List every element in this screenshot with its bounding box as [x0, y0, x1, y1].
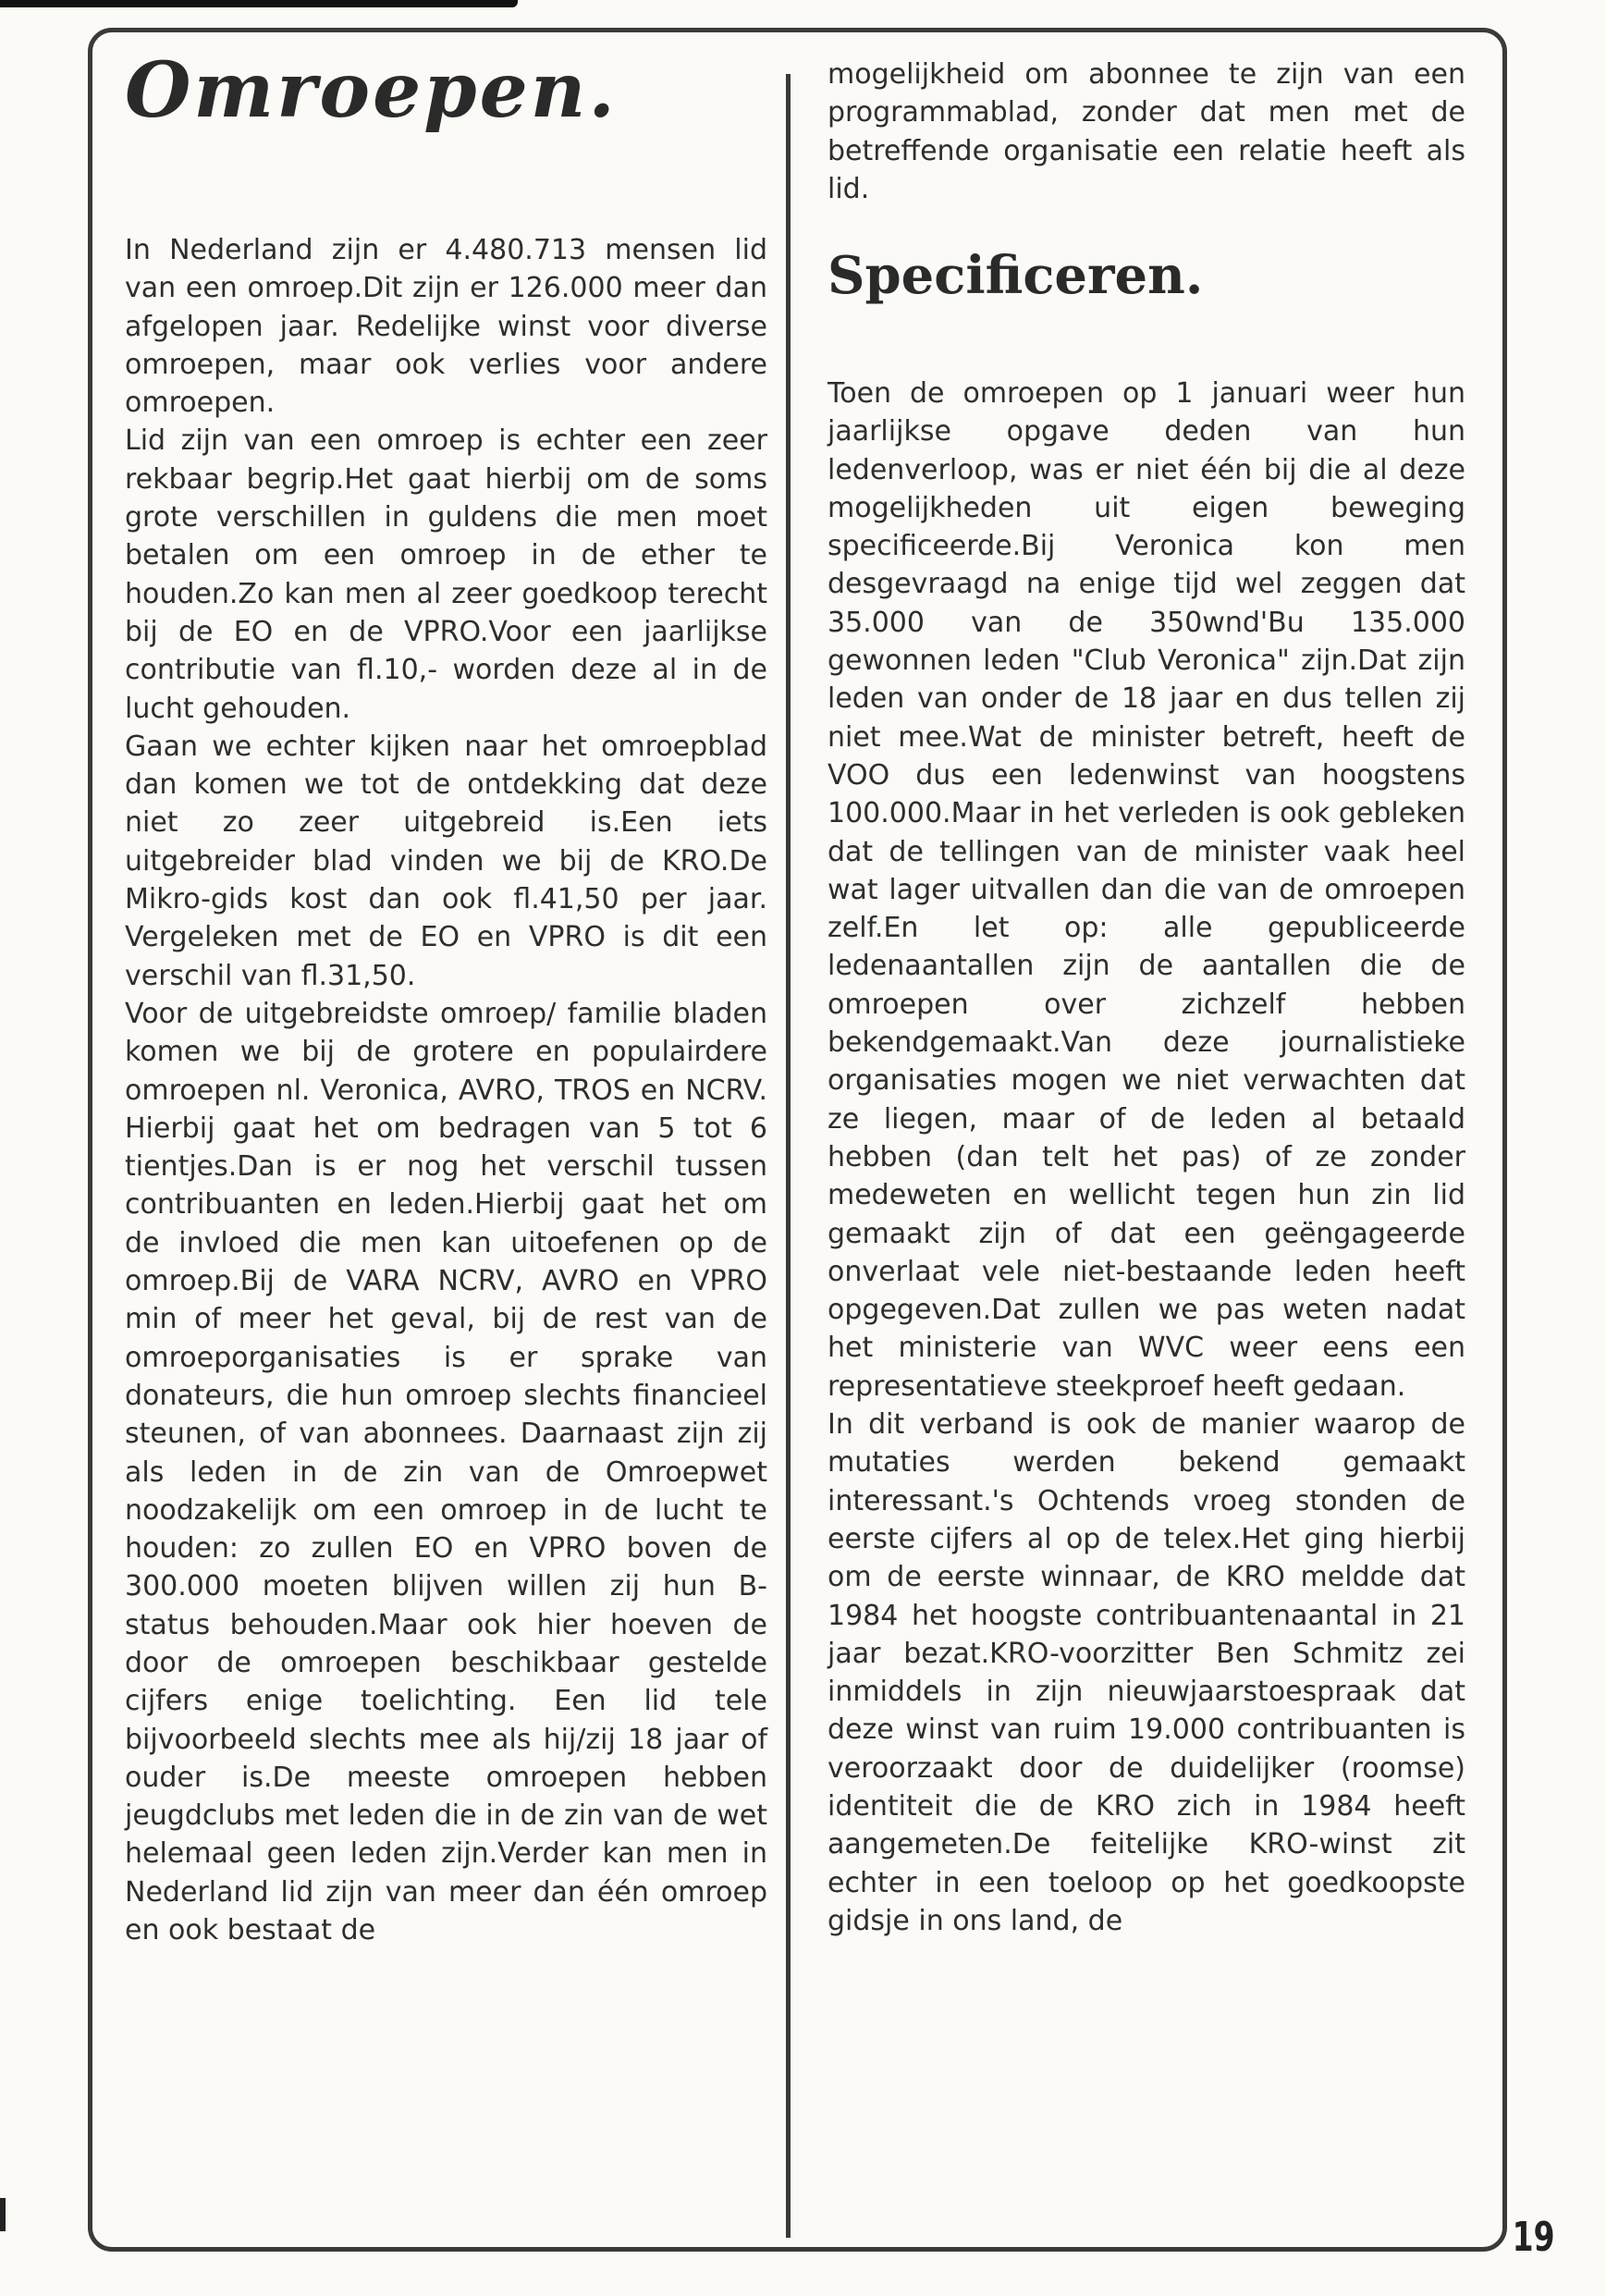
scan-edge-mark: [0, 2198, 6, 2231]
column-divider: [786, 74, 791, 2238]
paragraph: Lid zijn van een omroep is echter een zeer rekbaar begrip.Het gaat hierbij om de soms grote verschillen in guldens die men moet betalen om een omroep in de ether te houden.Zo kan men al zeer goedkoop terecht bij de EO en de VPRO.Voor een jaarlijkse contributie van fl.10,- worden deze al in de lucht gehouden.: [125, 424, 767, 725]
right-column-continuation: [828, 55, 1465, 208]
paragraph: In dit verband is ook de manier waarop de mutaties werden bekend gemaakt interessant.'s Ochtends vroeg stonden de eerste cijfers al op de telex.Het ging hierbij om de eerste winnaar, de KRO meldde dat 1984 het hoogste contribuantenaantal in 21 jaar bezat.KRO-voorzitter Ben Schmitz zei inmiddels in zijn nieuwjaarstoespraak dat deze winst van ruim 19.000 contribuanten is veroorzaakt door de duidelijker (roomse) identiteit die de KRO zich in 1984 heeft aangemeten.De feitelijke KRO-winst zit echter in een toeloop op het goedkoopste gidsje in ons land, de: [828, 1408, 1465, 1937]
scan-edge-bar: [0, 0, 518, 7]
paragraph: Toen de omroepen op 1 januari weer hun jaarlijkse opgave deden van hun ledenverloop, was er niet één bij die al deze mogelijkheden uit eigen beweging specificeerde.Bij Veronica kon men desgevraagd na enige tijd wel zeggen dat 35.000 van de 350wnd'Bu 135.000 gewonnen leden "Club Veronica" zijn.Dat zijn leden van onder de 18 jaar en dus tellen zij niet mee.Wat de minister betreft, heeft de VOO dus een ledenwinst van hoogstens 100.000.Maar in het verleden is ook gebleken dat de tellingen van de minister vaak heel wat lager uitvallen dan die van de omroepen zelf.En let op: alle gepubliceerde ledenaantallen zijn de aantallen die de omroepen over zichzelf hebben bekendgemaakt.Van deze journalistieke organisaties mogen we niet verwachten dat ze liegen, maar of de leden al betaald hebben (dan telt het pas) of ze zonder medeweten en wellicht tegen hun zin lid gemaakt zijn of dat een geëngageerde onverlaat vele niet-bestaande leden heeft opgegeven.Dat zullen we pas weten nadat het ministerie van WVC weer eens een representatieve steekproef heeft gedaan.: [828, 377, 1465, 1403]
page-number: 19: [1512, 2214, 1555, 2261]
right-column-body: [828, 374, 1465, 1940]
left-column-body: [125, 231, 767, 1949]
paragraph: In Nederland zijn er 4.480.713 mensen lid van een omroep.Dit zijn er 126.000 meer dan afgelopen jaar. Redelijke winst voor diverse omroepen, maar ook verlies voor andere omroepen.: [125, 234, 767, 420]
paragraph: Gaan we echter kijken naar het omroepblad dan komen we tot de ontdekking dat deze niet zo zeer uitgebreid is.Een iets uitgebreider blad vinden we bij de KRO.De Mikro-gids kost dan ook fl.41,50 per jaar. Vergeleken met de EO en VPRO is dit een verschil van fl.31,50.: [125, 730, 767, 992]
paragraph: Voor de uitgebreidste omroep/ familie bladen komen we bij de grotere en populairdere omroepen nl. Veronica, AVRO, TROS en NCRV. Hierbij gaat het om bedragen van 5 tot 6 tientjes.Dan is er nog het verschil tussen contribuanten en leden.Hierbij gaat het om de invloed die men kan uitoefenen op de omroep.Bij de VARA NCRV, AVRO en VPRO min of meer het geval, bij de rest van de omroeporganisaties is er sprake van donateurs, die hun omroep slechts financieel steunen, of van abonnees. Daarnaast zijn zij als leden in de zin van de Omroepwet noodzakelijk om een omroep in de lucht te houden: zo zullen EO en VPRO boven de 300.000 moeten blijven willen zij hun B-status behouden.Maar ook hier hoeven de door de omroepen beschikbaar gestelde cijfers enige toelichting. Een lid tele bijvoorbeeld slechts mee als hij/zij 18 jaar of ouder is.De meeste omroepen hebben jeugdclubs met leden die in de zin van de wet helemaal geen leden zijn.Verder kan men in Nederland lid zijn van meer dan één omroep en ook bestaat de: [125, 997, 767, 1947]
article-title: Omroepen.: [125, 46, 618, 135]
section-heading: Specificeren.: [828, 245, 1204, 306]
paragraph: mogelijkheid om abonnee te zijn van een programmablad, zonder dat men met de betreffende organisatie een relatie heeft als lid.: [828, 58, 1465, 205]
